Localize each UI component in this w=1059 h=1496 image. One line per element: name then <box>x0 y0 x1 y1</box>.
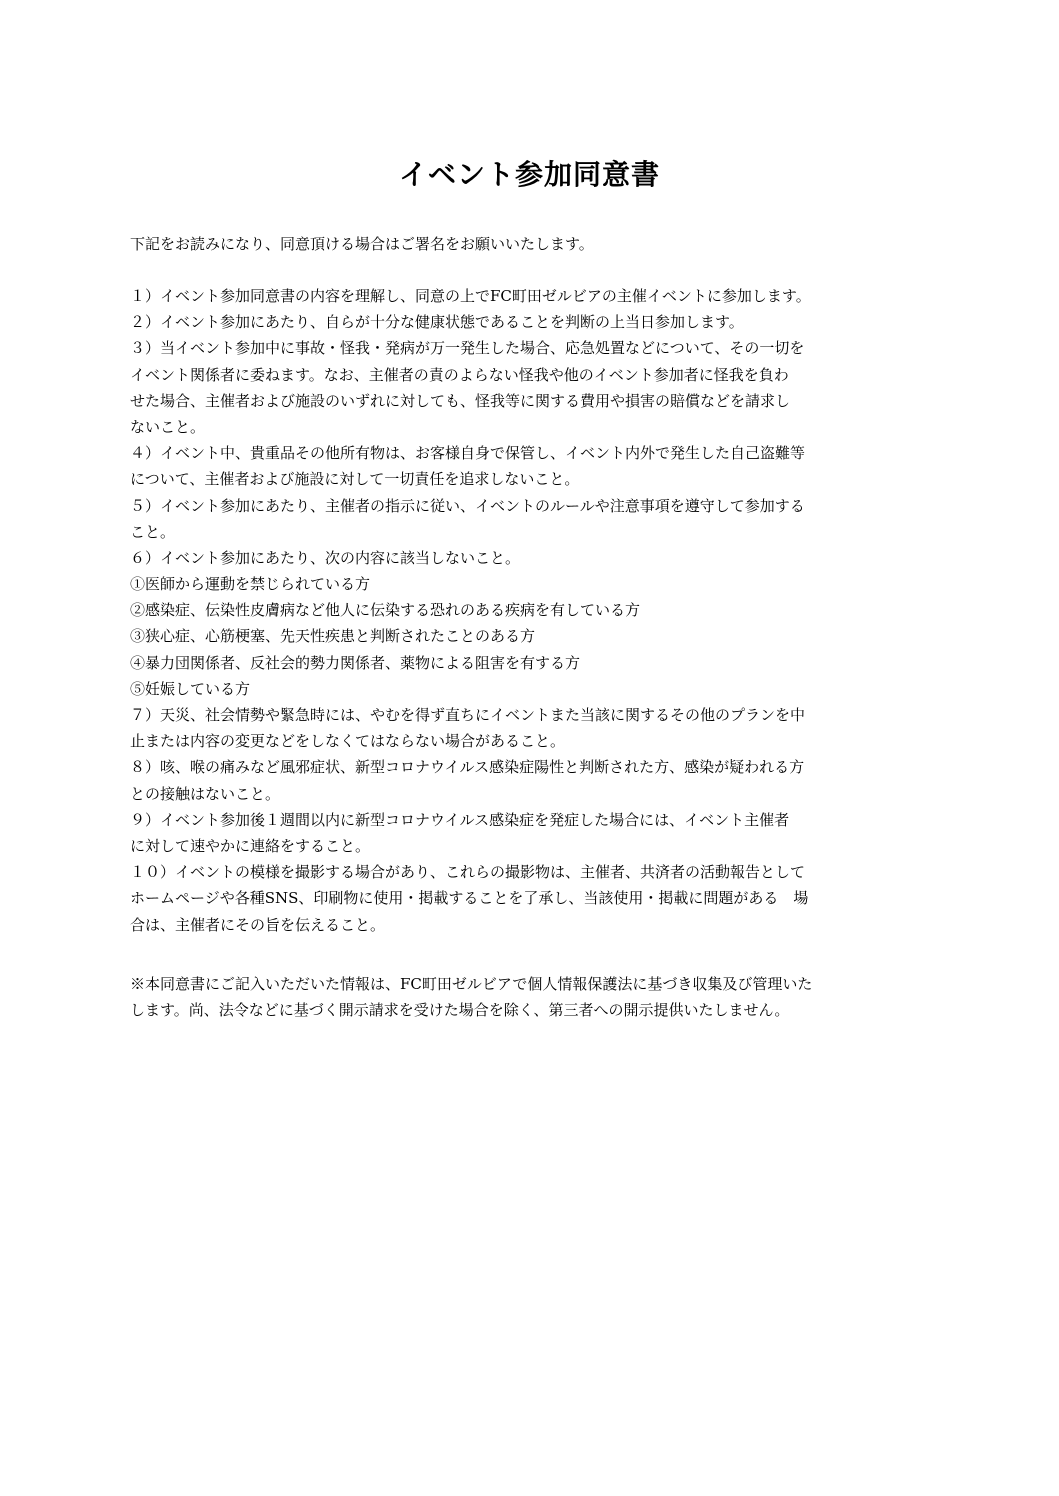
term-line: ９）イベント参加後１週間以内に新型コロナウイルス感染症を発症した場合には、イベント主催者 <box>130 810 790 829</box>
term-line: ８）咳、喉の痛みなど風邪症状、新型コロナウイルス感染症陽性と判断された方、感染が疑われる方 <box>130 758 805 777</box>
note-line: ※本同意書にご記入いただいた情報は、FC町田ゼルビアで個人情報保護法に基づき収集及び管理いた <box>130 975 813 993</box>
term-line: ②感染症、伝染性皮膚病など他人に伝染する恐れのある疾病を有している方 <box>130 601 641 620</box>
term-line: ホームページや各種SNS、印刷物に使用・掲載することを了承し、当該使用・掲載に問題がある 場 <box>130 889 809 908</box>
term-line: ４）イベント中、貴重品その他所有物は、お客様自身で保管し、イベント内外で発生した自己盗難等 <box>130 444 806 463</box>
term-line: ２）イベント参加にあたり、自らが十分な健康状態であることを判断の上当日参加します。 <box>130 313 744 332</box>
term-line: に対して速やかに連絡をすること。 <box>130 836 371 855</box>
term-line: １）イベント参加同意書の内容を理解し、同意の上でFC町田ゼルビアの主催イベントに参加します。 <box>130 287 811 305</box>
term-line: ③狭心症、心筋梗塞、先天性疾患と判断されたことのある方 <box>130 627 536 646</box>
term-line: ７）天災、社会情勢や緊急時には、やむを得ず直ちにイベントまた当該に関するその他のプランを中 <box>130 706 806 724</box>
term-line: ６）イベント参加にあたり、次の内容に該当しないこと。 <box>130 548 521 567</box>
term-line: せた場合、主催者および施設のいずれに対しても、怪我等に関する費用や損害の賠償などを請求し <box>130 391 791 410</box>
note-line: します。尚、法令などに基づく開示請求を受けた場合を除く、第三者への開示提供いたしません。 <box>130 1001 790 1020</box>
term-line: こと。 <box>130 522 176 541</box>
term-line: ５）イベント参加にあたり、主催者の指示に従い、イベントのルールや注意事項を遵守して参加する <box>130 496 805 515</box>
document-title: イベント参加同意書 <box>398 158 660 191</box>
term-line: イベント関係者に委ねます。なお、主催者の責のよらない怪我や他のイベント参加者に怪我を負わ <box>130 365 789 384</box>
intro-text: 下記をお読みになり、同意頂ける場合はご署名をお願いいたします。 <box>130 235 594 253</box>
term-line: ３）当イベント参加中に事故・怪我・発病が万一発生した場合、応急処置などについて、その一切を <box>130 339 805 358</box>
term-line: ⑤妊娠している方 <box>130 679 251 698</box>
term-line: 合は、主催者にその旨を伝えること。 <box>130 915 386 934</box>
term-line: ないこと。 <box>130 417 206 436</box>
term-line: について、主催者および施設に対して一切責任を追求しないこと。 <box>130 470 580 489</box>
term-line: １０）イベントの模様を撮影する場合があり、これらの撮影物は、主催者、共済者の活動報告として <box>130 863 806 882</box>
term-line: ④暴力団関係者、反社会的勢力関係者、薬物による阻害を有する方 <box>130 653 581 672</box>
term-line: ①医師から運動を禁じられている方 <box>130 575 371 594</box>
privacy-note <box>130 971 940 1023</box>
term-line: 止または内容の変更などをしなくてはならない場合があること。 <box>130 732 566 751</box>
term-line: との接触はないこと。 <box>130 784 281 803</box>
consent-terms <box>130 283 940 938</box>
